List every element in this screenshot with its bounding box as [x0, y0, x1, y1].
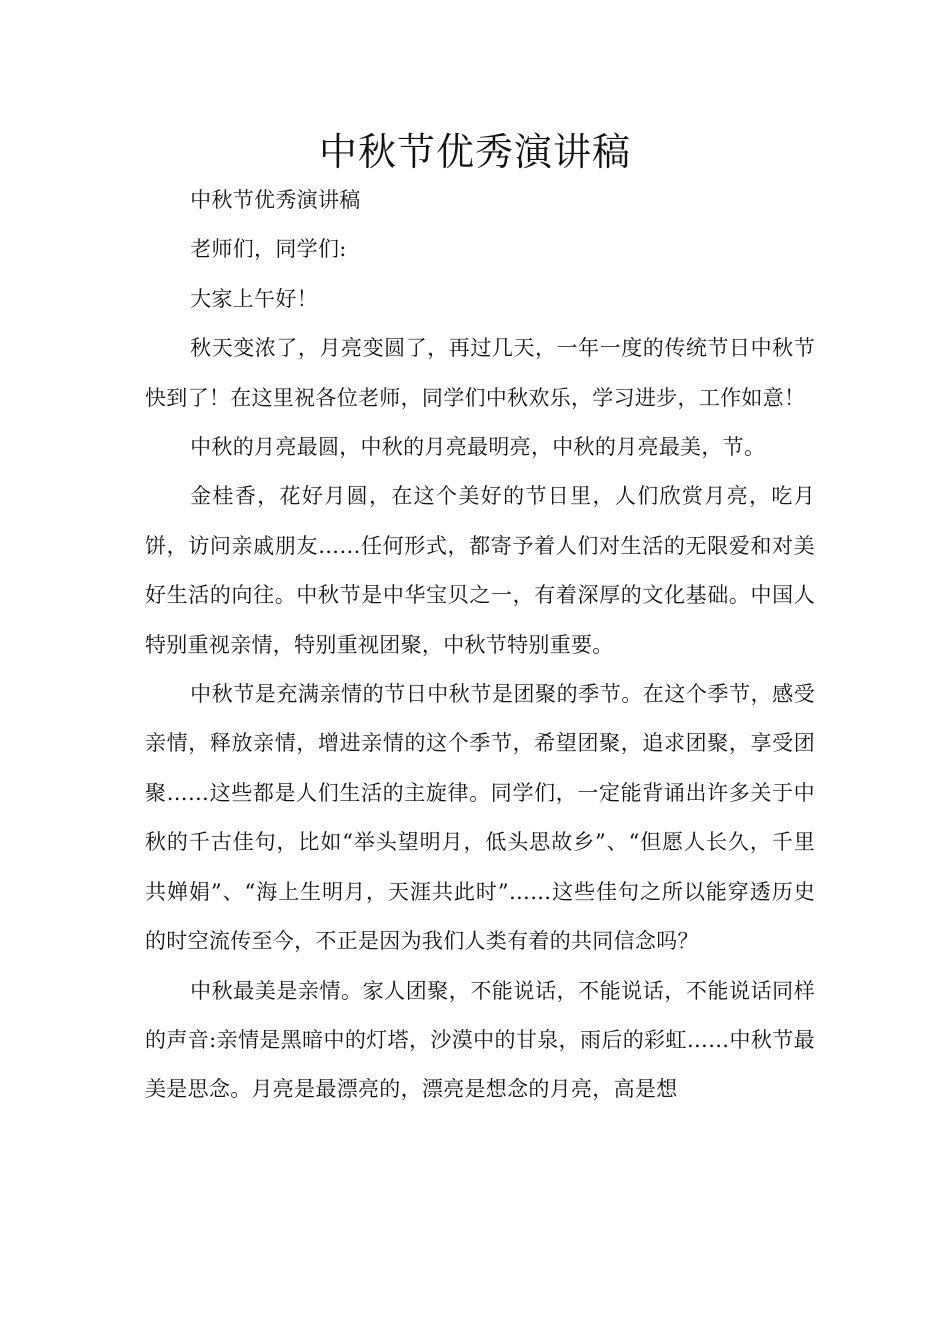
- document-title: 中秋节优秀演讲稿: [318, 130, 631, 174]
- paragraph: 秋天变浓了，月亮变圆了，再过几天，一年一度的传统节日中秋节快到了！在这里祝各位老师，同学们中秋欢乐，学习进步，工作如意！: [145, 336, 815, 410]
- paragraph-subtitle: 中秋节优秀演讲稿: [190, 188, 361, 212]
- paragraph-greeting: 大家上午好！: [190, 286, 318, 311]
- document-body: [145, 176, 815, 1115]
- paragraph: 中秋的月亮最圆，中秋的月亮最明亮，中秋的月亮最美，节。: [190, 435, 766, 460]
- paragraph-salutation: 老师们，同学们:: [190, 237, 347, 262]
- paragraph: 中秋最美是亲情。家人团聚，不能说话，不能说话，不能说话同样的声音:亲情是黑暗中的灯塔，沙漠中的甘泉，雨后的彩虹……中秋节最美是思念。月亮是最漂亮的，漂亮是想念的月亮，高是想: [145, 978, 815, 1102]
- paragraph: 中秋节是充满亲情的节日中秋节是团聚的季节。在这个季节，感受亲情，释放亲情，增进亲情的这个季节，希望团聚，追求团聚，享受团聚……这些都是人们生活的主旋律。同学们，一定能背诵出许多关于中秋的千古佳句，比如“举头望明月，低头思故乡”、“但愿人长久，千里共婵娟”、“海上生明月，天涯共此时”……这些佳句之所以能穿透历史的时空流传至今，不正是因为我们人类有着的共同信念吗？: [145, 682, 815, 954]
- paragraph: 金桂香，花好月圆，在这个美好的节日里，人们欣赏月亮，吃月饼，访问亲戚朋友……任何形式，都寄予着人们对生活的无限爱和对美好生活的向往。中秋节是中华宝贝之一，有着深厚的文化基础。中国人特别重视亲情，特别重视团聚，中秋节特别重要。: [145, 484, 815, 657]
